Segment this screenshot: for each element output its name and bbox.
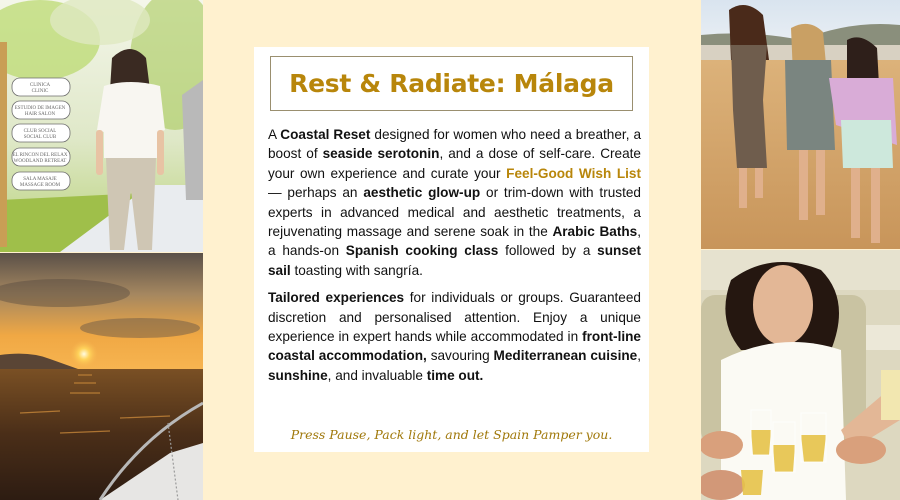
text: followed by a	[498, 243, 598, 259]
text: savouring	[426, 348, 494, 364]
paragraph-details	[268, 288, 641, 385]
svg-text:MASSAGE ROOM: MASSAGE ROOM	[19, 183, 61, 188]
svg-text:CLUB SOCIAL: CLUB SOCIAL	[23, 129, 57, 134]
paragraph-intro	[268, 125, 641, 280]
text: A	[268, 127, 281, 142]
highlight-seaside-serotonin: seaside serotonin	[322, 146, 440, 162]
highlight-accommodation: front-line coastal accommodation,	[268, 329, 641, 364]
text: designed for women who need a breather, a boost of	[268, 127, 642, 162]
info-card	[254, 47, 649, 452]
highlight-cuisine: Mediterranean cuisine	[493, 348, 638, 364]
highlight-sunset-sail: sunset sail	[268, 243, 641, 278]
highlight-wish-list: Feel-Good Wish List	[506, 165, 641, 181]
page-title: Rest & Radiate: Málaga	[289, 69, 614, 98]
tagline: Press Pause, Pack light, and let Spain Pamper you.	[290, 427, 613, 442]
highlight-time-out: time out.	[426, 367, 484, 383]
svg-text:ESTUDIO DE IMAGEN: ESTUDIO DE IMAGEN	[14, 106, 66, 111]
highlight-tailored: Tailored experiences	[268, 290, 405, 306]
photo-cava-toast	[701, 250, 900, 500]
highlight-sunshine: sunshine	[268, 367, 328, 383]
svg-text:CLINIC: CLINIC	[31, 89, 49, 94]
text: for individuals or groups. Guaranteed discretion and personalised attention. Enjoy a unique experience in expert hands while accommodated in	[268, 290, 641, 345]
text: , a hands-on	[268, 224, 641, 259]
photo-beach-walk	[701, 0, 900, 249]
highlight-glow-up: aesthetic glow-up	[363, 185, 481, 201]
highlight-coastal-reset: Coastal Reset	[280, 127, 371, 142]
text: ,	[637, 348, 641, 364]
svg-text:HAIR SALON: HAIR SALON	[24, 112, 56, 117]
text: , and invaluable	[327, 367, 427, 383]
photo-sunset-sail	[0, 253, 203, 500]
svg-text:WOODLAND RETREAT: WOODLAND RETREAT	[13, 159, 67, 164]
svg-text:SOCIAL CLUB: SOCIAL CLUB	[23, 135, 57, 140]
text: toasting with sangría.	[290, 262, 423, 278]
text: , and a dose of self-care. Create your own experience and curate your	[268, 146, 641, 181]
photo-garden-walk	[0, 0, 203, 252]
svg-text:EL RINCON DEL RELAX: EL RINCON DEL RELAX	[12, 153, 68, 158]
highlight-cooking-class: Spanish cooking class	[345, 243, 499, 259]
text: — perhaps an	[268, 185, 364, 201]
text: or trim-down with trusted experts in advanced medical and aesthetic treatments, a rejuvenating massage and serene soak in the	[268, 185, 641, 240]
svg-text:SALA MASAJE: SALA MASAJE	[23, 177, 57, 182]
svg-text:CLINICA: CLINICA	[29, 83, 51, 88]
description	[268, 125, 641, 385]
title-box	[270, 56, 633, 111]
highlight-arabic-baths: Arabic Baths	[552, 224, 638, 240]
